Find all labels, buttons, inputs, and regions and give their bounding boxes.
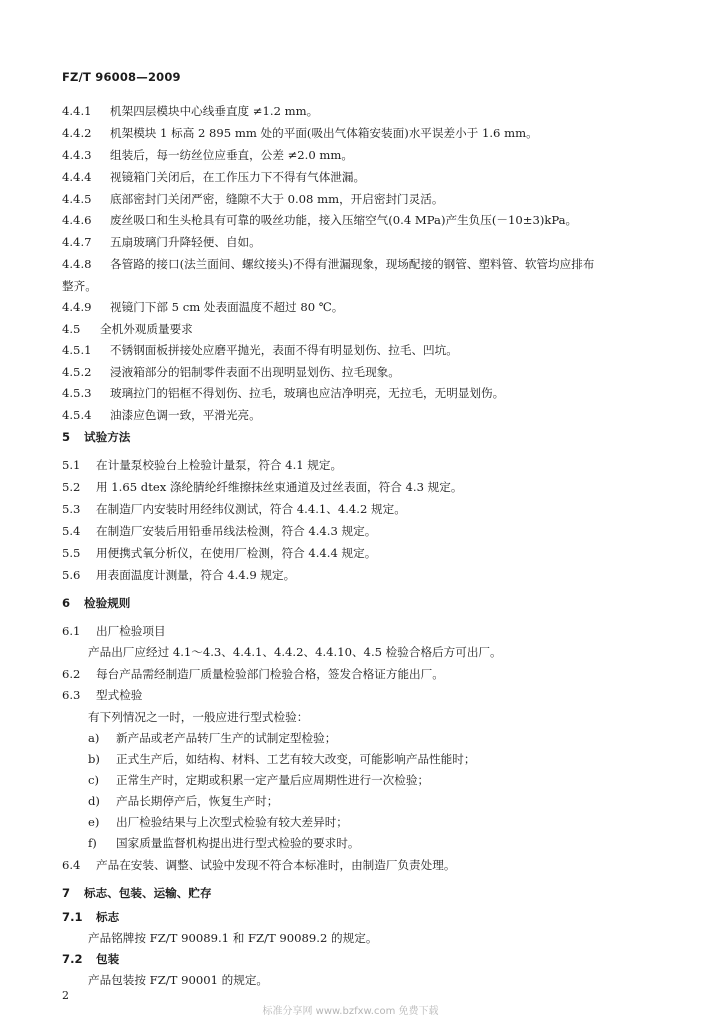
clause-number: 5.2 (62, 480, 81, 494)
list-text: 国家质量监督机构提出进行型式检验的要求时。 (116, 836, 360, 850)
clause-5-4 (62, 524, 376, 538)
list-item-a (88, 731, 336, 745)
clause-4-4-5 (62, 192, 443, 206)
section-title: 标志、包装、运输、贮存 (84, 886, 212, 900)
clause-number: 5.4 (62, 524, 81, 538)
clause-text: 全机外观质量要求 (100, 322, 193, 336)
list-marker: d) (88, 794, 100, 808)
list-text: 产品长期停产后，恢复生产时； (116, 794, 279, 808)
list-marker: c) (88, 773, 100, 787)
clause-number: 4.4.4 (62, 170, 92, 184)
clause-4-5-4 (62, 408, 261, 422)
clause-number: 6.1 (62, 624, 81, 638)
clause-number: 4.4.2 (62, 126, 92, 140)
clause-6-4 (62, 858, 455, 872)
clause-number: 7.2 (62, 952, 83, 966)
clause-text: 不锈钢面板拼接处应磨平抛光，表面不得有明显划伤、拉毛、凹坑。 (110, 343, 458, 357)
clause-number: 5.6 (62, 568, 81, 582)
clause-title: 标志 (96, 910, 120, 924)
clause-text: 底部密封门关闭严密，缝隙不大于 0.08 mm，开启密封门灵活。 (110, 192, 444, 206)
clause-number: 6.4 (62, 858, 81, 872)
clause-title: 包装 (96, 952, 120, 966)
clause-4-4-8 (62, 257, 594, 271)
clause-number: 4.4.3 (62, 148, 92, 162)
clause-text: 废丝吸口和生头枪具有可靠的吸丝功能，接入压缩空气(0.4 MPa)产生负压(－10±3)kPa。 (110, 213, 578, 227)
clause-4-4-3 (62, 148, 353, 162)
clause-number: 7.1 (62, 910, 83, 924)
clause-text: 用便携式氧分析仪，在使用厂检测，符合 4.4.4 规定。 (96, 546, 377, 560)
clause-number: 4.4.7 (62, 235, 92, 249)
section-number: 5 (62, 430, 71, 444)
clause-text: 出厂检验项目 (96, 624, 166, 638)
section-6-heading (62, 596, 130, 610)
clause-4-4-8-continuation (62, 279, 97, 293)
clause-text: 在制造厂安装后用铅垂吊线法检测，符合 4.4.3 规定。 (96, 524, 377, 538)
clause-text: 整齐。 (62, 279, 97, 293)
clause-text: 产品铭牌按 FZ/T 90089.1 和 FZ/T 90089.2 的规定。 (88, 931, 378, 945)
clause-4-4-9 (62, 300, 343, 314)
watermark-footer: 标准分享网 www.bzfxw.com 免费下载 (262, 1006, 439, 1017)
clause-4-5 (62, 322, 193, 336)
clause-text: 油漆应色调一致，平滑光亮。 (110, 408, 261, 422)
clause-4-5-2 (62, 365, 400, 379)
list-text: 新产品或老产品转厂生产的试制定型检验； (116, 731, 337, 745)
clause-4-4-1 (62, 104, 318, 118)
clause-4-5-1 (62, 343, 458, 357)
clause-number: 4.4.9 (62, 300, 92, 314)
clause-5-5 (62, 546, 376, 560)
clause-text: 有下列情况之一时，一般应进行型式检验： (88, 710, 309, 724)
list-marker: e) (88, 815, 100, 829)
clause-number: 6.2 (62, 667, 81, 681)
clause-text: 产品包装按 FZ/T 90001 的规定。 (88, 973, 269, 987)
clause-number: 4.5 (62, 322, 81, 336)
list-item-d (88, 794, 278, 808)
section-5-heading (62, 430, 130, 444)
list-text: 正常生产时，定期或积累一定产量后应周期性进行一次检验； (116, 773, 430, 787)
clause-6-3 (62, 688, 142, 702)
list-item-b (88, 752, 475, 766)
clause-4-4-2 (62, 126, 538, 140)
clause-5-2 (62, 480, 462, 494)
list-text: 出厂检验结果与上次型式检验有较大差异时； (116, 815, 348, 829)
clause-number: 4.5.4 (62, 408, 92, 422)
clause-text: 五扇玻璃门升降轻便、自如。 (110, 235, 261, 249)
clause-text: 机架模块 1 标高 2 895 mm 处的平面(吸出气体箱安装面)水平误差小于 1.6 mm。 (110, 126, 538, 140)
clause-text: 用表面温度计测量，符合 4.4.9 规定。 (96, 568, 296, 582)
clause-number: 4.4.8 (62, 257, 92, 271)
clause-text: 视镜箱门关闭后，在工作压力下不得有气体泄漏。 (110, 170, 366, 184)
clause-4-5-3 (62, 386, 504, 400)
clause-number: 4.5.3 (62, 386, 92, 400)
clause-7-2-body (88, 973, 268, 987)
page-number: 2 (62, 989, 69, 1002)
clause-5-1 (62, 458, 342, 472)
list-item-f (88, 836, 359, 850)
standard-code-header: FZ/T 96008—2009 (62, 70, 181, 84)
clause-7-1 (62, 910, 119, 924)
clause-7-2 (62, 952, 119, 966)
list-item-c (88, 773, 429, 787)
clause-number: 4.4.5 (62, 192, 92, 206)
clause-text: 在制造厂内安装时用经纬仪测试，符合 4.4.1、4.4.2 规定。 (96, 502, 406, 516)
clause-number: 5.5 (62, 546, 81, 560)
clause-text: 各管路的接口(法兰面间、螺纹接头)不得有泄漏现象，现场配接的钢管、塑料管、软管均应排布 (110, 257, 595, 271)
section-number: 6 (62, 596, 71, 610)
list-text: 正式生产后，如结构、材料、工艺有较大改变，可能影响产品性能时； (116, 752, 476, 766)
clause-number: 4.5.2 (62, 365, 92, 379)
clause-6-1 (62, 624, 166, 638)
clause-number: 5.1 (62, 458, 81, 472)
clause-text: 产品出厂应经过 4.1～4.3、4.4.1、4.4.2、4.4.10、4.5 检验合格后方可出厂。 (88, 645, 502, 659)
section-title: 试验方法 (84, 430, 131, 444)
clause-text: 每台产品需经制造厂质量检验部门检验合格，签发合格证方能出厂。 (96, 667, 444, 681)
clause-number: 4.4.6 (62, 213, 92, 227)
clause-4-4-7 (62, 235, 261, 249)
list-marker: b) (88, 752, 100, 766)
clause-7-1-body (88, 931, 377, 945)
clause-text: 机架四层模块中心线垂直度 ≠1.2 mm。 (110, 104, 319, 118)
clause-text: 组装后，每一纺丝位应垂直，公差 ≠2.0 mm。 (110, 148, 354, 162)
section-7-heading (62, 886, 212, 900)
clause-number: 4.4.1 (62, 104, 92, 118)
clause-text: 产品在安装、调整、试验中发现不符合本标准时，由制造厂负责处理。 (96, 858, 456, 872)
clause-6-1-body (88, 645, 502, 659)
clause-number: 4.5.1 (62, 343, 92, 357)
list-marker: f) (88, 836, 97, 850)
clause-5-3 (62, 502, 406, 516)
clause-text: 型式检验 (96, 688, 143, 702)
clause-text: 玻璃拉门的铝框不得划伤、拉毛，玻璃也应洁净明亮，无拉毛，无明显划伤。 (110, 386, 505, 400)
clause-4-4-4 (62, 170, 365, 184)
section-title: 检验规则 (84, 596, 131, 610)
list-marker: a) (88, 731, 100, 745)
section-number: 7 (62, 886, 71, 900)
clause-number: 6.3 (62, 688, 81, 702)
clause-text: 用 1.65 dtex 涤纶腈纶纤维擦抹丝束通道及过丝表面，符合 4.3 规定。 (96, 480, 463, 494)
clause-6-2 (62, 667, 444, 681)
clause-6-3-intro (88, 710, 308, 724)
clause-4-4-6 (62, 213, 577, 227)
clause-text: 在计量泵校验台上检验计量泵，符合 4.1 规定。 (96, 458, 343, 472)
clause-text: 视镜门下部 5 cm 处表面温度不超过 80 ℃。 (110, 300, 344, 314)
clause-5-6 (62, 568, 295, 582)
clause-number: 5.3 (62, 502, 81, 516)
clause-text: 浸液箱部分的铝制零件表面不出现明显划伤、拉毛现象。 (110, 365, 400, 379)
list-item-e (88, 815, 348, 829)
